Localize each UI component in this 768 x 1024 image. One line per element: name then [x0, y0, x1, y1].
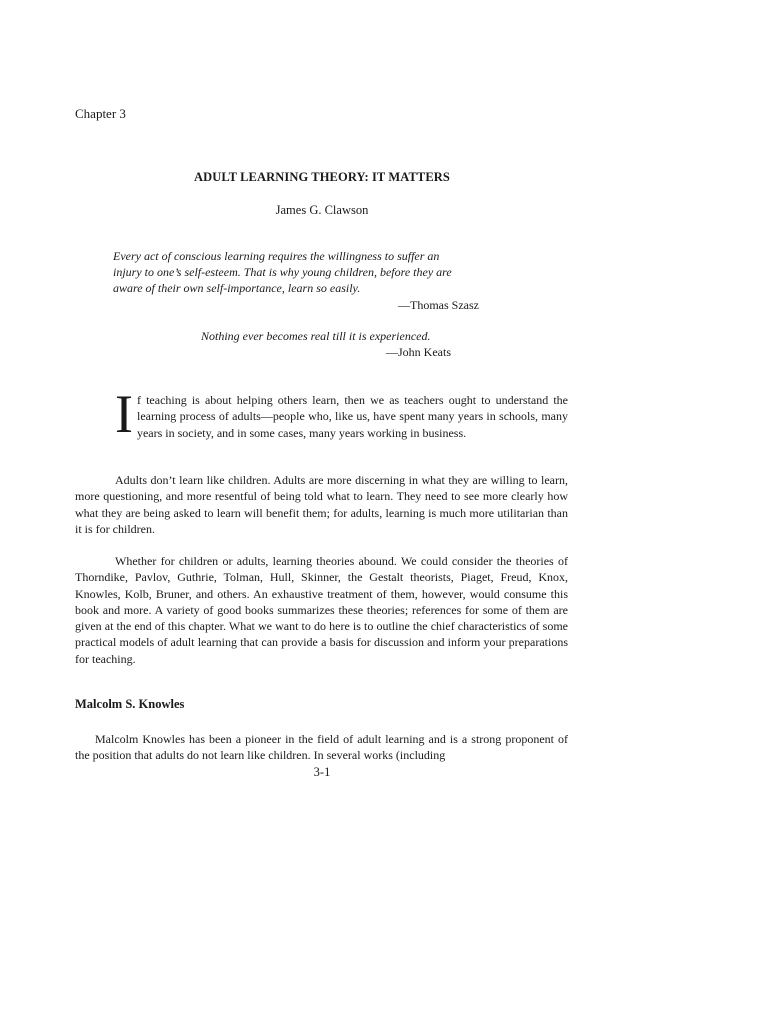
epigraph-line: Nothing ever becomes real till it is experienced.	[201, 329, 431, 343]
epigraph-line: Every act of conscious learning requires the willingness to suffer an	[113, 249, 440, 263]
epigraph-attribution: —John Keats	[386, 345, 451, 359]
epigraph-attribution: —Thomas Szasz	[398, 298, 479, 312]
chapter-label: Chapter 3	[75, 106, 126, 121]
epigraph-line: injury to one’s self-esteem. That is why young children, before they are	[113, 265, 452, 279]
paragraph-text: f teaching is about helping others learn, then we as teachers ought to understand the learning process of adults—people who, like us, have spent many years in schools, many years in society, and in some cases, many years working in business.	[136, 393, 568, 440]
author-name	[0, 203, 768, 218]
paragraph-theories: Whether for children or adults, learning theories abound. We could consider the theories of Thorndike, Pavlov, Guthrie, Tolman, Hull, Skinner, the Gestalt theorists, Piaget, Freud, Knox, Knowles, Kolb, Bruner, and others. An exhaustive treatment of them, however, would consume this book and more. A variety of good books summarizes these theories; references for some of them are given at the end of this chapter. What we want to do here is to outline the chief characteristics of some practical models of adult learning that can provide a basis for discussion and inform your preparations for teaching.	[75, 554, 568, 666]
paragraph-knowles: Malcolm Knowles has been a pioneer in the field of adult learning and is a strong proponent of the position that adults do not learn like children. In several works (including	[75, 732, 568, 763]
page-number	[0, 765, 768, 780]
page-number-text: 3-1	[313, 765, 331, 779]
epigraph-line: aware of their own self-importance, learn so easily.	[113, 281, 361, 295]
chapter-title-text: ADULT LEARNING THEORY: IT MATTERS	[194, 170, 450, 184]
epigraph-szasz	[113, 248, 483, 313]
epigraph-keats	[201, 328, 453, 360]
paragraph-adults: Adults don’t learn like children. Adults are more discerning in what they are willing to learn, more questioning, and more resentful of being told what to learn. They need to see more clearly how what they are being asked to learn will benefit them; for adults, learning is much more utilitarian than it is for children.	[75, 473, 568, 536]
drop-cap: I	[115, 384, 133, 444]
author-name-text: James G. Clawson	[275, 203, 369, 217]
chapter-title	[0, 170, 768, 185]
paragraph-intro	[75, 384, 568, 444]
section-heading: Malcolm S. Knowles	[75, 697, 185, 711]
